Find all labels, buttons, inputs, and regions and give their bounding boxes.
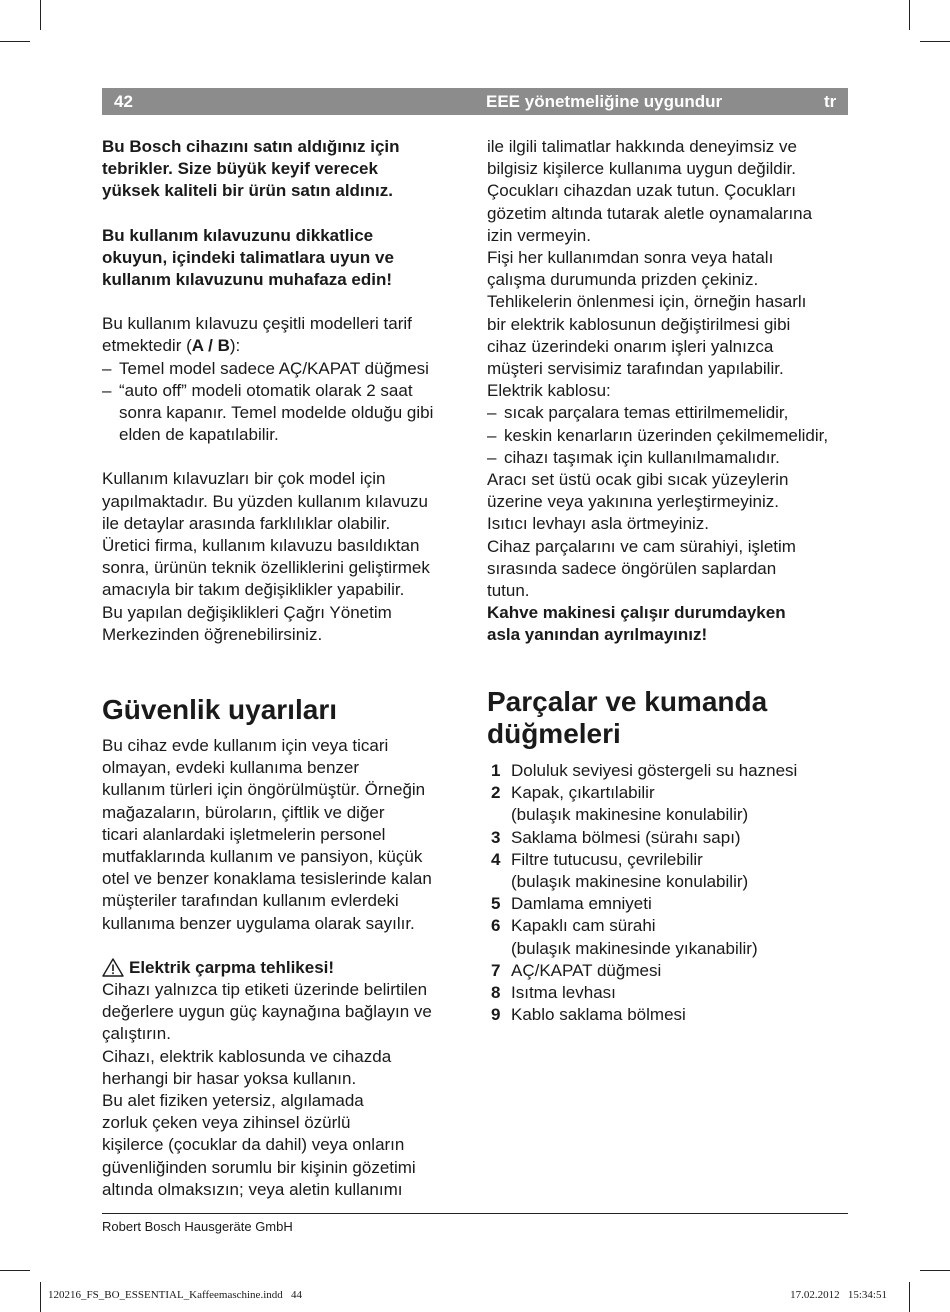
text-line: Kablo saklama bölmesi xyxy=(511,1005,686,1025)
text-line: Temel model sadece AÇ/KAPAT düğmesi xyxy=(119,358,429,378)
text-line: çalışma durumunda prizden çekiniz. xyxy=(487,270,759,290)
crop-mark xyxy=(909,1282,910,1312)
variants-paragraph xyxy=(102,468,472,646)
footer-company: Robert Bosch Hausgeräte GmbH xyxy=(102,1219,293,1234)
text-line: Üretici firma, kullanım kılavuzu basıldıktan xyxy=(102,536,420,556)
text-span: etmektedir ( xyxy=(102,336,192,356)
list-item: – “auto off” modeli otomatik olarak 2 saat sonra kapanır. Temel modelde olduğu gibi elden de kapatılabilir. xyxy=(102,380,472,447)
list-item xyxy=(487,915,849,959)
list-item xyxy=(487,893,849,915)
crop-mark xyxy=(40,0,41,30)
cable-list xyxy=(487,402,849,469)
item-number: 9 xyxy=(491,1005,501,1025)
text-line: Cihaz parçalarını ve cam sürahiyi, işletim xyxy=(487,536,796,556)
text-line: elden de kapatılabilir. xyxy=(119,425,279,445)
text-line: (bulaşık makinesine konulabilir) xyxy=(511,872,749,892)
safety-heading: Güvenlik uyarıları xyxy=(102,694,337,725)
text-line: Damlama emniyeti xyxy=(511,894,652,914)
text-line: Merkezinden öğrenebilirsiniz. xyxy=(102,624,323,644)
crop-mark xyxy=(0,1270,30,1271)
text-line: gözetim altında tutarak aletle oynamalarına xyxy=(487,203,813,223)
text-line: müşteri servisimiz tarafından yapılabilir. xyxy=(487,359,784,379)
text-line: sıcak parçalara temas ettirilmemelidir, xyxy=(504,403,789,423)
text-line: altında olmaksızın; veya aletin kullanımı xyxy=(102,1179,403,1199)
text-line: Kahve makinesi çalışır durumdayken xyxy=(487,603,786,623)
text-line: Bu kullanım kılavuzu çeşitli modelleri tarif xyxy=(102,314,412,334)
slug-file: 120216_FS_BO_ESSENTIAL_Kaffeemaschine.indd 44 xyxy=(48,1289,302,1301)
list-item xyxy=(487,960,849,982)
text-line: cihazı taşımak için kullanılmamalıdır. xyxy=(504,447,780,467)
safety-paragraph xyxy=(102,735,472,935)
list-item: – sıcak parçalara temas ettirilmemelidir, xyxy=(487,402,849,424)
text-line: kullanım türleri için öngörülmüştür. Örneğin xyxy=(102,780,426,800)
text-line: Bu kullanım kılavuzunu dikkatlice xyxy=(102,225,374,245)
list-item xyxy=(487,782,849,826)
models-paragraph xyxy=(102,313,472,446)
safety-continued xyxy=(487,136,849,402)
list-item xyxy=(487,849,849,893)
text-line: Tehlikelerin önlenmesi için, örneğin hasarlı xyxy=(487,292,807,312)
slug-date: 17.02.2012 15:34:51 xyxy=(790,1289,887,1301)
item-number: 6 xyxy=(491,916,501,936)
text-line: yapılmaktadır. Bu yüzden kullanım kılavuzu xyxy=(102,491,428,511)
text-line: Filtre tutucusu, çevrilebilir xyxy=(511,849,703,869)
intro-congrats xyxy=(102,136,472,203)
text-line: Doluluk seviyesi göstergeli su haznesi xyxy=(511,761,798,780)
text-line: yüksek kaliteli bir ürün satın aldınız. xyxy=(102,181,393,201)
text-line: Cihazı, elektrik kablosunda ve cihazda xyxy=(102,1046,392,1066)
text-line xyxy=(102,335,472,357)
list-item xyxy=(487,1004,849,1026)
crop-mark xyxy=(0,41,30,42)
crop-mark xyxy=(40,1282,41,1312)
text-line: müşteriler tarafından kullanım evlerdeki xyxy=(102,891,399,911)
footer-rule xyxy=(102,1213,848,1214)
list-item: – cihazı taşımak için kullanılmamalıdır. xyxy=(487,447,849,469)
hot-surface-paragraph xyxy=(487,469,849,602)
text-line: ile detaylar arasında farklılıklar olabilir. xyxy=(102,513,391,533)
warning-triangle-icon xyxy=(102,958,124,977)
text-line: AÇ/KAPAT düğmesi xyxy=(511,960,662,980)
text-line: zorluk çeken veya zihinsel özürlü xyxy=(102,1113,351,1133)
text-line: tebrikler. Size büyük keyif verecek xyxy=(102,159,378,179)
text-line: izin vermeyin. xyxy=(487,225,591,245)
item-number: 8 xyxy=(491,983,501,1003)
text-line: sonra kapanır. Temel modelde olduğu gibi xyxy=(119,403,434,423)
text-line: bilgisiz kişilerce kullanıma uygun değildir. xyxy=(487,159,796,179)
text-line: değerlere uygun güç kaynağına bağlayın ve xyxy=(102,1002,432,1022)
text-line: Isıtıcı levhayı asla örtmeyiniz. xyxy=(487,514,710,534)
text-line: olmayan, evdeki kullanıma benzer xyxy=(102,758,360,778)
text-line: sonra, ürünün teknik özelliklerini geliştirmek xyxy=(102,558,430,578)
text-line: mağazaların, büroların, çiftlik ve diğer xyxy=(102,802,385,822)
parts-section xyxy=(487,686,849,1026)
text-line: Elektrik kablosu: xyxy=(487,381,611,401)
text-line: otel ve benzer konaklama tesislerinde kalan xyxy=(102,869,432,889)
text-line: çalıştırın. xyxy=(102,1024,171,1044)
parts-list xyxy=(487,760,849,1026)
text-line: herhangi bir hasar yoksa kullanın. xyxy=(102,1068,357,1088)
text-line: mutfaklarında kullanım ve pansiyon, küçük xyxy=(102,847,423,867)
text-line: amacıyla bir takım değişiklikler yapabilir. xyxy=(102,580,405,600)
page-number: 42 xyxy=(114,92,133,111)
model-codes: A / B xyxy=(191,336,230,356)
text-line: bir elektrik kablosunun değiştirilmesi gibi xyxy=(487,314,791,334)
text-line: Isıtma levhası xyxy=(511,983,616,1003)
text-line: asla yanından ayrılmayınız! xyxy=(487,625,708,645)
text-line: sırasında sadece öngörülen saplardan xyxy=(487,558,777,578)
intro-read-manual xyxy=(102,225,472,292)
text-line: Bu alet fiziken yetersiz, algılamada xyxy=(102,1091,364,1111)
right-column xyxy=(487,136,849,647)
text-line: “auto off” modeli otomatik olarak 2 saat xyxy=(119,380,413,400)
bold-warning xyxy=(487,602,849,646)
warning-title: Elektrik çarpma tehlikesi! xyxy=(129,957,335,977)
text-line: keskin kenarların üzerinden çekilmemelidir, xyxy=(504,425,829,445)
warning-heading xyxy=(102,957,472,979)
item-number: 1 xyxy=(491,761,501,780)
list-item xyxy=(487,760,849,782)
text-span: ): xyxy=(229,336,241,356)
left-column xyxy=(102,136,472,646)
heading-line: düğmeleri xyxy=(487,718,621,749)
text-line: okuyun, içindeki talimatlara uyun ve xyxy=(102,247,394,267)
item-number: 5 xyxy=(491,894,501,914)
language-code: tr xyxy=(824,92,837,111)
text-line: Fişi her kullanımdan sonra veya hatalı xyxy=(487,248,774,268)
text-line: (bulaşık makinesinde yıkanabilir) xyxy=(511,938,758,958)
text-line: Kullanım kılavuzları bir çok model için xyxy=(102,469,386,489)
list-item: – keskin kenarların üzerinden çekilmemelidir, xyxy=(487,425,849,447)
heading-line: Parçalar ve kumanda xyxy=(487,686,768,717)
text-line: ticari alanlardaki işletmelerin personel xyxy=(102,824,386,844)
list-item xyxy=(487,827,849,849)
text-line: Bu Bosch cihazını satın aldığınız için xyxy=(102,137,400,156)
text-line: (bulaşık makinesine konulabilir) xyxy=(511,805,749,825)
text-line: Kapaklı cam sürahi xyxy=(511,916,656,936)
text-line: kullanıma benzer uygulama olarak sayılır. xyxy=(102,913,415,933)
text-line: Bu cihaz evde kullanım için veya ticari xyxy=(102,736,389,755)
list-item xyxy=(487,982,849,1004)
text-line: kullanım kılavuzunu muhafaza edin! xyxy=(102,270,392,290)
text-line: güvenliğinden sorumlu bir kişinin gözetimi xyxy=(102,1157,416,1177)
text-line: Çocukları cihazdan uzak tutun. Çocukları xyxy=(487,181,796,201)
item-number: 3 xyxy=(491,827,501,847)
text-line: cihaz üzerindeki onarım işleri yalnızca xyxy=(487,336,774,356)
text-line: Aracı set üstü ocak gibi sıcak yüzeylerin xyxy=(487,470,789,490)
list-item: – Temel model sadece AÇ/KAPAT düğmesi xyxy=(102,358,472,380)
text-line: üzerine veya yakınına yerleştirmeyiniz. xyxy=(487,492,779,512)
crop-mark xyxy=(909,0,910,30)
text-line: tutun. xyxy=(487,581,530,601)
parts-heading xyxy=(487,686,849,750)
warning-paragraph xyxy=(102,979,472,1201)
text-line: Saklama bölmesi (sürahı sapı) xyxy=(511,827,741,847)
safety-section xyxy=(102,694,472,1201)
text-line: Kapak, çıkartılabilir xyxy=(511,783,655,803)
item-number: 2 xyxy=(491,783,501,803)
item-number: 4 xyxy=(491,849,501,869)
header-title: EEE yönetmeliğine uygundur xyxy=(486,92,723,111)
text-line: Bu yapılan değişiklikleri Çağrı Yönetim xyxy=(102,602,392,622)
crop-mark xyxy=(920,41,950,42)
crop-mark xyxy=(920,1270,950,1271)
text-line: ile ilgili talimatlar hakkında deneyimsiz ve xyxy=(487,137,797,156)
item-number: 7 xyxy=(491,960,501,980)
header-bar xyxy=(102,88,848,115)
text-line: Cihazı yalnızca tip etiketi üzerinde belirtilen xyxy=(102,980,428,1000)
text-line: kişilerce (çocuklar da dahil) veya onların xyxy=(102,1135,405,1155)
